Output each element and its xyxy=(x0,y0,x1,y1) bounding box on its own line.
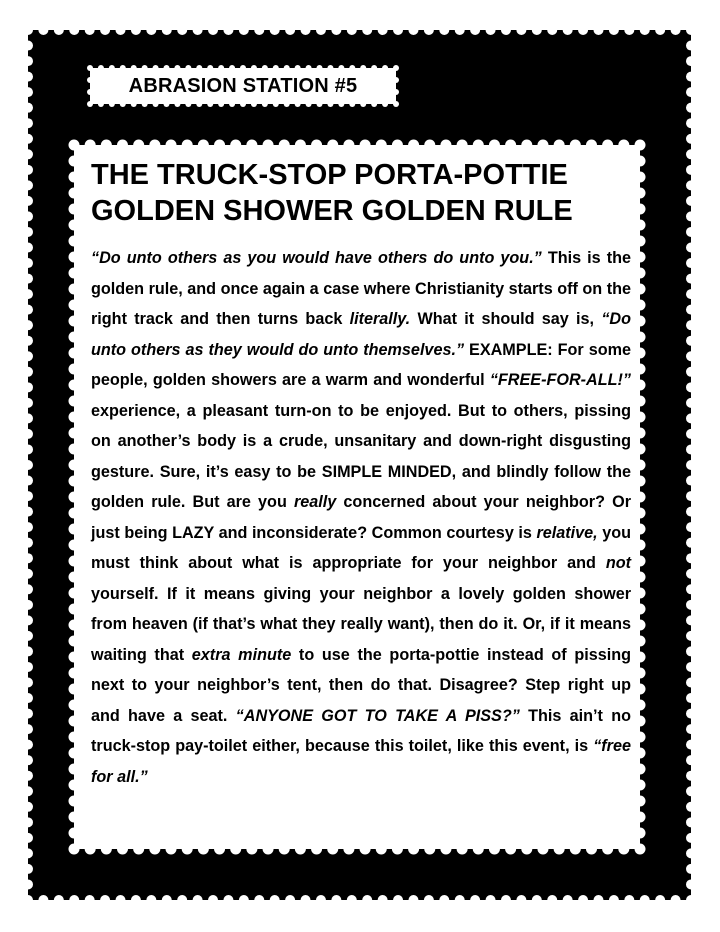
body-text-run: “FREE-FOR-ALL!” xyxy=(489,371,631,389)
article-body xyxy=(91,243,631,792)
station-label: ABRASION STATION #5 xyxy=(128,74,358,97)
title-line-2: GOLDEN SHOWER GOLDEN RULE xyxy=(91,195,573,227)
title-line-1: THE TRUCK-STOP PORTA-POTTIE xyxy=(91,159,568,191)
station-label-box xyxy=(90,68,396,104)
article-title xyxy=(91,157,631,229)
body-text-run: “free for all.” xyxy=(91,737,631,786)
body-text-run: to use the porta-pottie instead of pissing next to your neighbor’s tent, then do that. Disagree? Step right up and have a seat. xyxy=(91,645,632,725)
body-text-run: really xyxy=(293,493,337,511)
body-text-run: EXAMPLE: For some people, golden showers are a warm and wonderful xyxy=(91,340,631,389)
body-text-run: What it should say is, xyxy=(410,310,602,328)
body-text-run: yourself. If it means giving your neighbor a lovely golden shower from heaven (if that’s what they really want), then do it. Or, if it means waiting that xyxy=(91,584,631,664)
body-text-run: you must think about what is appropriate for your neighbor and xyxy=(91,523,631,572)
body-text-run: literally. xyxy=(349,310,411,328)
body-text-run: This is the golden rule, and once again a case where Christianity starts off on the right track and then turns back xyxy=(91,249,631,328)
body-text-run: extra minute xyxy=(191,645,292,664)
body-text-run: “Do unto others as they would do unto themselves.” xyxy=(91,310,631,359)
body-text-run: relative, xyxy=(536,523,598,542)
body-text-run: This ain’t no truck-stop pay-toilet either, because this toilet, like this event, is xyxy=(91,706,631,755)
body-text-run: not xyxy=(605,554,631,572)
body-text-run: experience, a pleasant turn-on to be enjoyed. But to others, pissing on another’s body is a crude, unsanitary and down-right disgusting gesture. Sure, it’s easy to be SIMPLE MINDED, and blindly follow the golden rule. But are you xyxy=(91,401,631,511)
body-text-run: “ANYONE GOT TO TAKE A PISS?” xyxy=(235,706,520,725)
body-text-run: concerned about your neighbor? Or just being LAZY and inconsiderate? Common courtesy is xyxy=(91,493,631,542)
body-text-run: “Do unto others as you would have others do unto you.” xyxy=(91,249,542,267)
